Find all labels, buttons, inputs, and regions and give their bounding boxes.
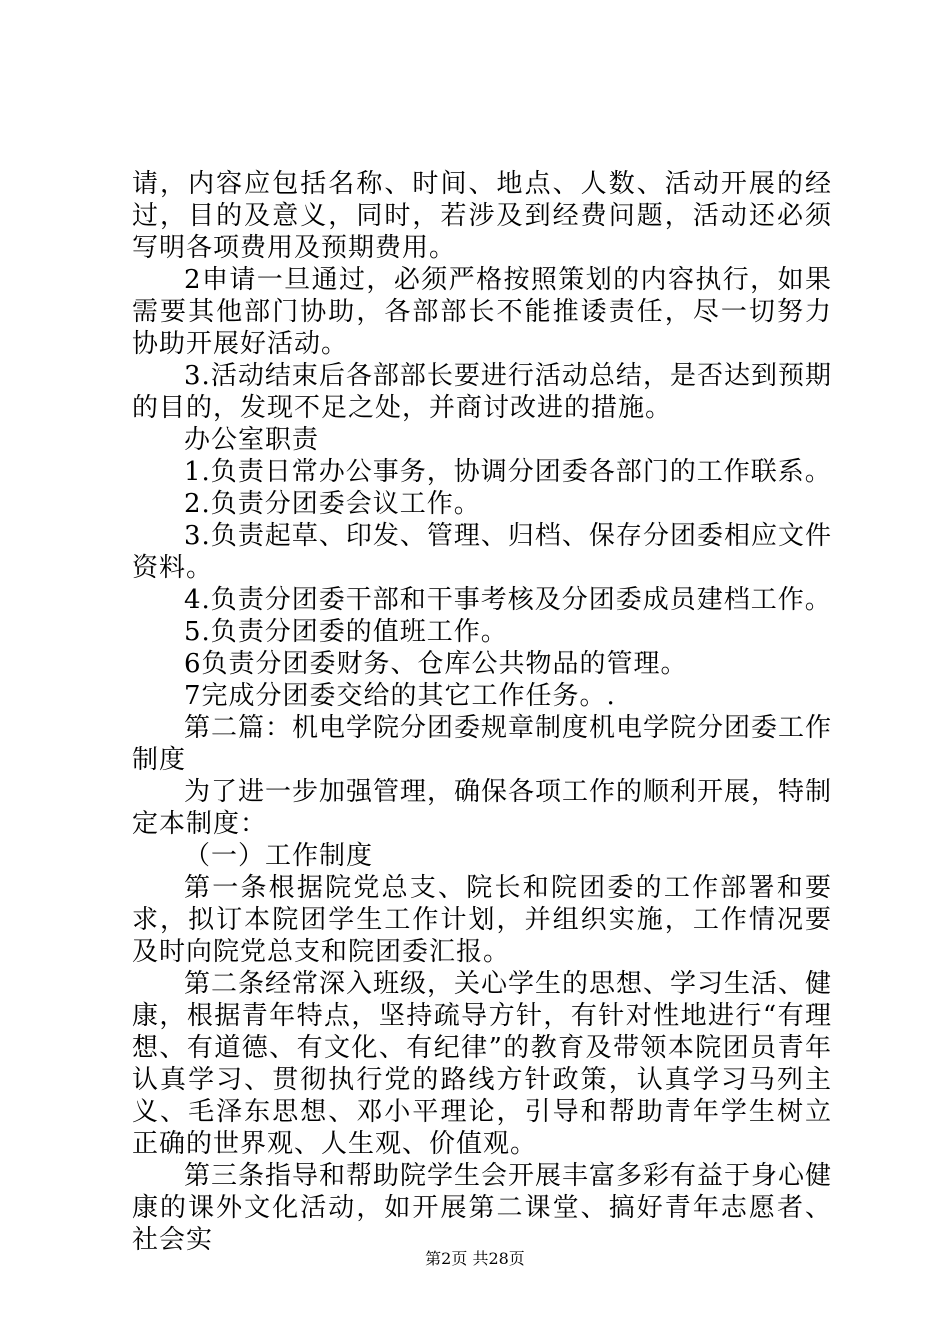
paragraph: 请，内容应包括名称、时间、地点、人数、活动开展的经过，目的及意义，同时，若涉及到经费问题，活动还必须写明各项费用及预期费用。 [132, 169, 832, 263]
page-number-footer: 第2页 共28页 [425, 1249, 525, 1268]
article-paragraph: 第一条根据院党总支、院长和院团委的工作部署和要求，拟订本院团学生工作计划，并组织实施，工作情况要及时向院党总支和院团委汇报。 [132, 873, 832, 967]
article-paragraph: 第二条经常深入班级，关心学生的思想、学习生活、健康，根据青年特点，坚持疏导方针，有针对性地进行“有理想、有道德、有文化、有纪律”的教育及带领本院团员青年认真学习、贯彻执行党的路线方针政策，认真学习马列主义、毛泽东思想、邓小平理论，引导和帮助青年学生树立正确的世界观、人生观、价值观。 [132, 969, 833, 1159]
paragraph: 为了进一步加强管理，确保各项工作的顺利开展，特制定本制度： [132, 777, 833, 839]
list-item: 4.负责分团委干部和干事考核及分团委成员建档工作。 [184, 585, 832, 615]
section-heading: （一）工作制度 [184, 841, 374, 871]
paragraph: 3.活动结束后各部部长要进行活动总结，是否达到预期的目的，发现不足之处，并商讨改进的措施。 [132, 361, 832, 423]
list-item: 1.负责日常办公事务，协调分团委各部门的工作联系。 [184, 457, 832, 487]
list-item: 3.负责起草、印发、管理、归档、保存分团委相应文件资料。 [132, 521, 832, 583]
document-body [132, 168, 832, 1256]
list-item: 7完成分团委交给的其它工作任务。. [184, 681, 616, 711]
list-item: 5.负责分团委的值班工作。 [184, 617, 508, 647]
paragraph: 2申请一旦通过，必须严格按照策划的内容执行，如果需要其他部门协助，各部部长不能推诿责任，尽一切努力协助开展好活动。 [132, 265, 832, 359]
list-item: 6负责分团委财务、仓库公共物品的管理。 [184, 649, 688, 679]
list-item: 2.负责分团委会议工作。 [184, 489, 481, 519]
article-paragraph: 第三条指导和帮助院学生会开展丰富多彩有益于身心健康的课外文化活动，如开展第二课堂、搞好青年志愿者、社会实 [132, 1161, 833, 1255]
chapter-title: 第二篇：机电学院分团委规章制度机电学院分团委工作制度 [132, 713, 833, 775]
section-heading: 办公室职责 [184, 425, 320, 455]
